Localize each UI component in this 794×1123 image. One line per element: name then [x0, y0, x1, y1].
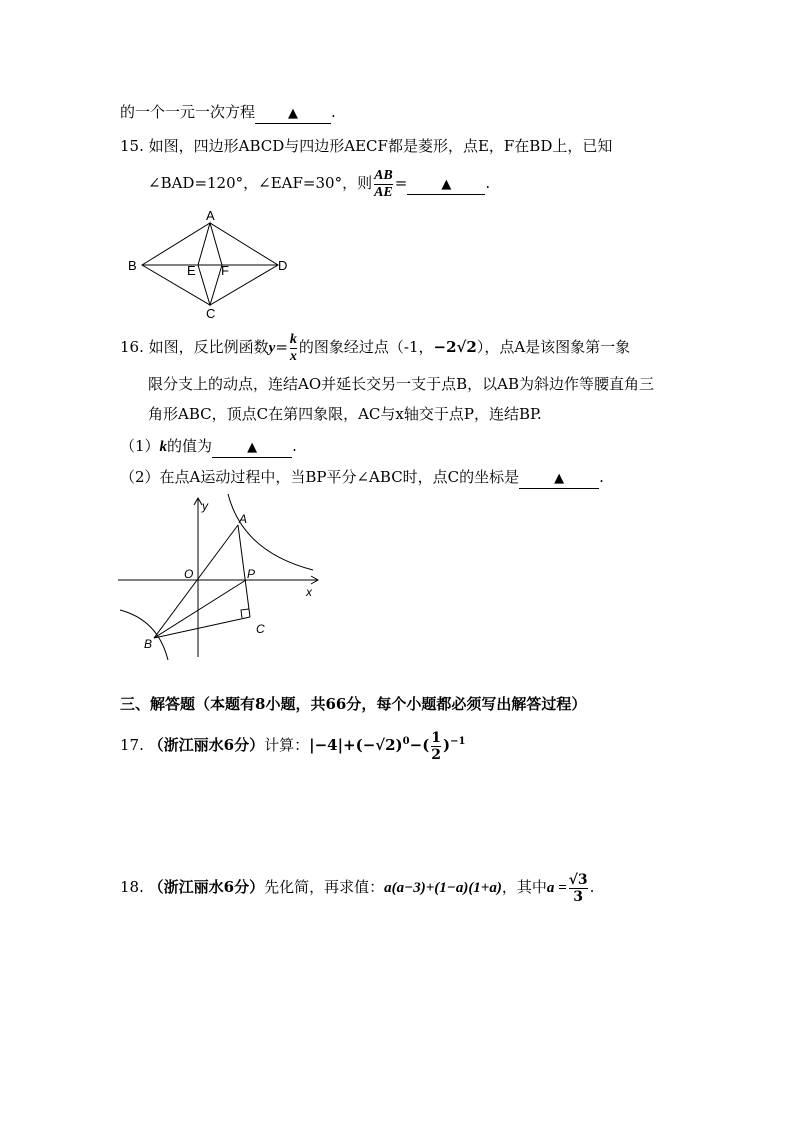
q15-fraction: $\frac{AB}{AE}$	[374, 167, 393, 200]
q15-answer-blank: ▲	[407, 176, 485, 195]
q16-fraction: $\frac{k}{x}$	[289, 331, 297, 364]
q18-number: 18.	[120, 878, 144, 896]
q16-sub2: （2）在点A运动过程中，当BP平分∠ABC时，点C的坐标是 ▲ .	[120, 467, 604, 489]
right-angle-mark	[241, 609, 249, 618]
q17-fraction: $\frac{1}{2}$	[431, 729, 442, 763]
label-B: B	[128, 258, 137, 273]
q15-line2: ∠BAD=120°，∠EAF=30°，则 $\frac{AB}{AE}$ = ▲ .	[148, 167, 491, 200]
q17-source: （浙江丽水6分）	[148, 736, 265, 754]
label-y: y	[202, 499, 208, 513]
q14-tail-line: 的一个一元一次方程 ▲ .	[120, 102, 336, 124]
hyperbola-branch-2	[120, 610, 168, 660]
q17-number: 17.	[120, 736, 144, 754]
label-D: D	[278, 258, 288, 273]
label-A: A	[239, 512, 248, 526]
rhombus-aecf	[198, 223, 222, 305]
q18-source: （浙江丽水6分）	[148, 878, 265, 896]
label-A: A	[206, 208, 215, 223]
q16-answer-blank-2: ▲	[519, 470, 599, 489]
q15-line1	[120, 136, 612, 156]
segment-bp	[154, 580, 246, 638]
label-C: C	[256, 622, 265, 636]
q17-line: 17. （浙江丽水6分）计算：$|-4|+(-√2)^0-$( $\frac{1}{2}$ )$^{-1}$	[120, 729, 466, 763]
q16-line2: 限分支上的动点，连结AO并延长交另一支于点B，以AB为斜边作等腰直角三	[148, 375, 655, 393]
q18-line: 18. （浙江丽水6分）先化简，再求值：a(a−3)+(1−a)(1+a)，其中a = $\frac{√3}{3}$ .	[120, 871, 595, 905]
label-O: O	[184, 567, 194, 581]
q16-coordinate-figure	[118, 492, 328, 662]
q14-tail-text: 的一个一元一次方程	[120, 103, 256, 121]
q18-fraction: $\frac{√3}{3}$	[568, 871, 588, 905]
segment-ab	[154, 525, 238, 638]
q15-text-2: ∠BAD=120°，∠EAF=30°，则	[148, 174, 373, 192]
q14-answer-blank: ▲	[255, 105, 331, 124]
q16-line3: 角形ABC，顶点C在第四象限，AC与x轴交于点P，连结BP.	[148, 405, 542, 423]
label-E: E	[187, 263, 196, 278]
rhombus-abcd	[142, 223, 278, 305]
label-C: C	[206, 306, 216, 320]
segment-bc	[154, 617, 250, 638]
q15-number: 15.	[120, 137, 144, 155]
q16-sub1: （1）k的值为 ▲ .	[120, 436, 297, 458]
label-P: P	[247, 567, 256, 581]
q15-text-1: 如图，四边形ABCD与四边形AECF都是菱形，点E，F在BD上，已知	[148, 137, 613, 155]
label-x: x	[306, 585, 312, 599]
section-3-title: 三、解答题（本题有8小题，共66分，每个小题都必须写出解答过程）	[120, 695, 587, 713]
label-F: F	[221, 263, 229, 278]
q15-rhombus-figure	[120, 205, 300, 320]
label-B: B	[144, 637, 153, 651]
hyperbola-branch-1	[228, 494, 313, 570]
q16-line1: 16. 如图，反比例函数y= $\frac{k}{x}$ 的图象经过点（-1，−2√2），点A是该图象第一象	[120, 331, 631, 364]
q16-answer-blank-1: ▲	[212, 439, 292, 458]
q16-number: 16.	[120, 338, 144, 356]
